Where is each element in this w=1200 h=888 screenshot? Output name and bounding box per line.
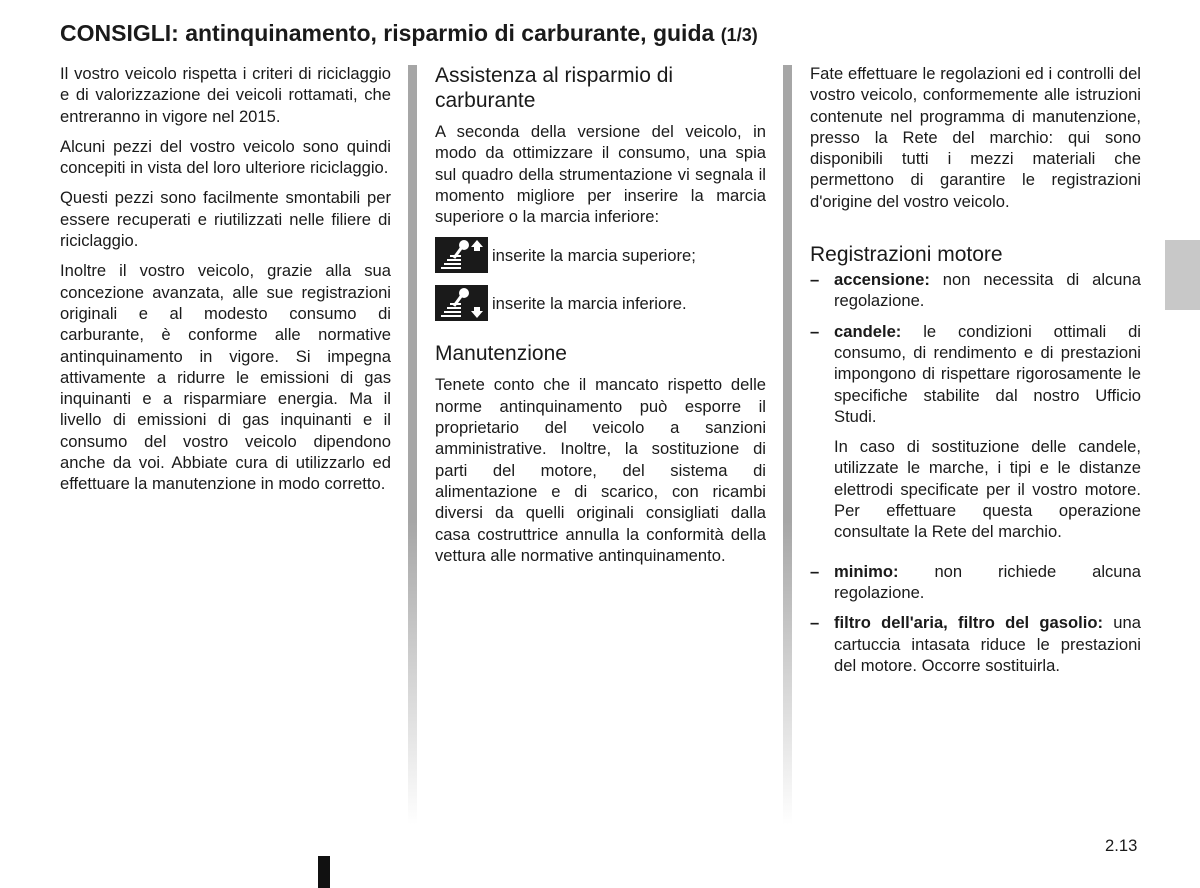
column-1 bbox=[60, 63, 391, 504]
list-item bbox=[810, 612, 1141, 676]
item-term: minimo: bbox=[834, 561, 899, 581]
paragraph: Tenete conto che il mancato rispetto delle norme antinquinamento può esporre il proprietario del veicolo a sanzioni amministrative. Inoltre, la sostituzione di parti del motore, del sistema di alimentazione e di scarico, con ricambi diversi da quelli originali consigliati dalla casa costruttrice annulla la conformità della vettura alle normative antinquinamento. bbox=[435, 375, 766, 565]
gear-down-row bbox=[435, 285, 766, 321]
dash: – bbox=[810, 321, 820, 341]
paragraph: Inoltre il vostro veicolo, grazie alla sua concezione avanzata, alle sue registrazioni originali e al modesto consumo di carburante, è conforme alle normative antinquinamento in vigore. Si impegna attivamente a ridurre le emissioni di gas inquinanti e a risparmiare energia. Ma il livello di emissioni di gas inquinanti e il consumo del vostro veicolo dipendono anche da voi. Abbiate cura di utilizzarlo ed effettuare la manutenzione in modo corretto. bbox=[60, 261, 391, 494]
paragraph: A seconda della versione del veicolo, in modo da ottimizzare il consumo, una spia sul quadro della strumentazione vi segnala il momento migliore per inserire la marcia superiore o la marcia inferiore: bbox=[435, 122, 766, 227]
list-item bbox=[810, 561, 1141, 604]
title-part: (1/3) bbox=[720, 25, 758, 45]
column-divider bbox=[408, 65, 417, 825]
paragraph: Alcuni pezzi del vostro veicolo sono quindi concepiti in vista del loro ulteriore riciclaggio. bbox=[60, 136, 391, 178]
paragraph: Il vostro veicolo rispetta i criteri di riciclaggio e di valorizzazione dei veicoli rottamati, che entreranno in vigore nel 2015. bbox=[60, 64, 391, 126]
column-3 bbox=[810, 63, 1141, 685]
item-term: accensione: bbox=[834, 270, 930, 290]
item-term: candele: bbox=[834, 321, 902, 341]
item-extra: In caso di sostituzione delle candele, utilizzate le marche, i tipi e le distanze elettrodi specificate per il vostro motore. Per effettuare questa operazione consultate la Rete del marchio. bbox=[834, 437, 1141, 542]
list-item bbox=[810, 321, 1141, 552]
paragraph: Questi pezzi sono facilmente smontabili per essere recuperati e riutilizzati nelle filiere di riciclaggio. bbox=[60, 188, 391, 251]
title-text: CONSIGLI: antinquinamento, risparmio di carburante, guida bbox=[60, 20, 715, 46]
dash: – bbox=[810, 561, 820, 581]
icon-caption: inserite la marcia inferiore. bbox=[492, 293, 687, 313]
gear-up-row bbox=[435, 237, 766, 273]
chapter-tab bbox=[1165, 240, 1200, 310]
crop-mark bbox=[318, 856, 330, 888]
section-heading: Manutenzione bbox=[435, 342, 567, 366]
column-2 bbox=[435, 63, 766, 575]
page-title bbox=[60, 20, 758, 47]
item-term: filtro dell'aria, filtro del gasolio: bbox=[834, 613, 1104, 633]
page-number: 2.13 bbox=[1105, 836, 1138, 855]
icon-caption: inserite la marcia superiore; bbox=[492, 245, 696, 265]
paragraph: Fate effettuare le regolazioni ed i controlli del vostro veicolo, conformemente alle istruzioni contenute nel programma di manutenzione, presso la Rete del marchio: qui sono disponibili tutti i mezzi materiali che permettono di garantire le registrazioni d'origine del vostro veicolo. bbox=[810, 64, 1141, 211]
section-heading: Assistenza al risparmio di carburante bbox=[435, 64, 674, 112]
item-text: una cartuccia intasata riduce le prestazioni del motore. Occorre sostituirla. bbox=[834, 613, 1141, 675]
item-text: le condizioni ottimali di consumo, di rendimento e di prestazioni impongono di rispettare rigorosamente le specifiche stabilite dal nostro Ufficio Studi. bbox=[834, 321, 1141, 426]
gear-shift-up-icon bbox=[435, 237, 488, 273]
item-text: non necessita di alcuna regolazione. bbox=[834, 270, 1141, 311]
dash: – bbox=[810, 613, 820, 633]
gear-shift-down-icon bbox=[435, 285, 488, 321]
list-item bbox=[810, 269, 1141, 312]
item-text: non richiede alcuna regolazione. bbox=[834, 561, 1141, 602]
dash: – bbox=[810, 270, 820, 290]
section-heading: Registrazioni motore bbox=[810, 243, 1003, 267]
column-divider bbox=[783, 65, 792, 825]
